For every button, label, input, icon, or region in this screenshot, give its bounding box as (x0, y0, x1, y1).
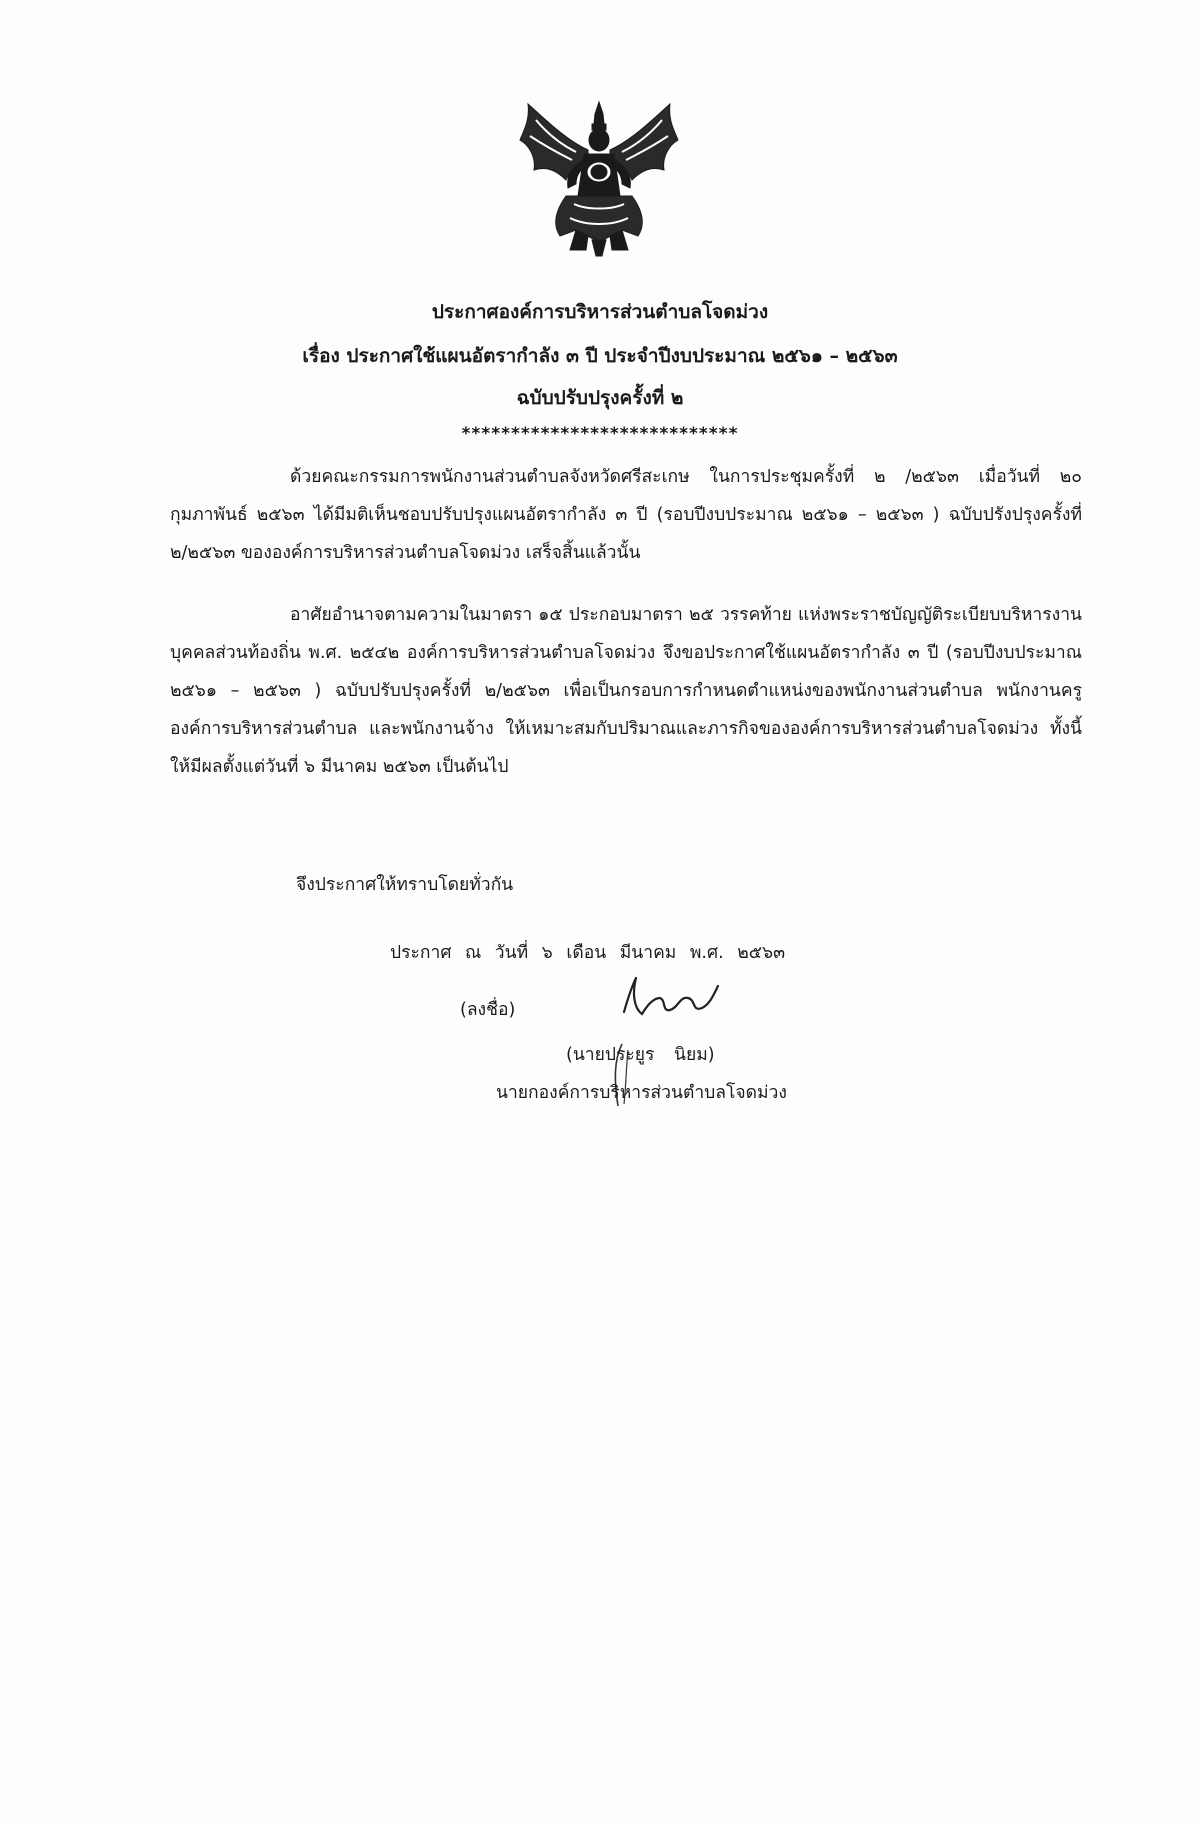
paragraph-1-text: ด้วยคณะกรรมการพนักงานส่วนตำบลจังหวัดศรีสะเกษ ในการประชุมครั้งที่ ๒ /๒๕๖๓ เมื่อวันที่ ๒๐ กุมภาพันธ์ ๒๕๖๓ ได้มีมติเห็นชอบปรับปรุงแผนอัตรากำลัง ๓ ปี (รอบปีงบประมาณ ๒๕๖๑ – ๒๕๖๓ ) ฉบับปรังปรุงครั้งที่ ๒/๒๕๖๓ ขององค์การบริหารส่วนตำบลโจดม่วง เสร็จสิ้นแล้วนั้น (170, 467, 1082, 563)
announcement-revision: ฉบับปรับปรุงครั้งที่ ๒ (516, 387, 684, 409)
body-paragraph-1 (170, 458, 1082, 572)
announcement-subject: เรื่อง ประกาศใช้แผนอัตรากำลัง ๓ ปี ประจำปีงบประมาณ ๒๕๖๑ – ๒๕๖๓ (302, 345, 898, 367)
handwritten-signature (618, 968, 728, 1028)
closing-statement: จึงประกาศให้ทราบโดยทั่วกัน (296, 875, 514, 895)
signer-name: (นายประยูร นิยม) (566, 1045, 715, 1065)
paragraph-2-text: อาศัยอำนาจตามความในมาตรา ๑๕ ประกอบมาตรา ๒๕ วรรคท้าย แห่งพระราชบัญญัติระเบียบบริหารงานบุคคลส่วนท้องถิ่น พ.ศ. ๒๕๔๒ องค์การบริหารส่วนตำบลโจดม่วง จึงขอประกาศใช้แผนอัตรากำลัง ๓ ปี (รอบปีงบประมาณ ๒๕๖๑ – ๒๕๖๓ ) ฉบับปรับปรุงครั้งที่ ๒/๒๕๖๓ เพื่อเป็นกรอบการกำหนดตำแหน่งของพนักงานส่วนตำบล พนักงานครูองค์การบริหารส่วนตำบล และพนักงานจ้าง ให้เหมาะสมกับปริมาณและภารกิจขององค์การบริหารส่วนตำบลโจดม่วง ทั้งนี้ให้มีผลตั้งแต่วันที่ ๖ มีนาคม ๒๕๖๓ เป็นต้นไป (170, 605, 1082, 777)
announcement-heading: ประกาศองค์การบริหารส่วนตำบลโจดม่วง (431, 301, 769, 323)
announcement-date: ประกาศ ณ วันที่ ๖ เดือน มีนาคม พ.ศ. ๒๕๖๓ (390, 943, 786, 963)
signer-title: นายกองค์การบริหารส่วนตำบลโจดม่วง (496, 1083, 787, 1103)
body-paragraph-2 (170, 596, 1082, 786)
garuda-emblem-icon (516, 100, 682, 258)
divider-line: **************************** (461, 424, 739, 444)
sign-label: (ลงชื่อ) (460, 1000, 516, 1020)
